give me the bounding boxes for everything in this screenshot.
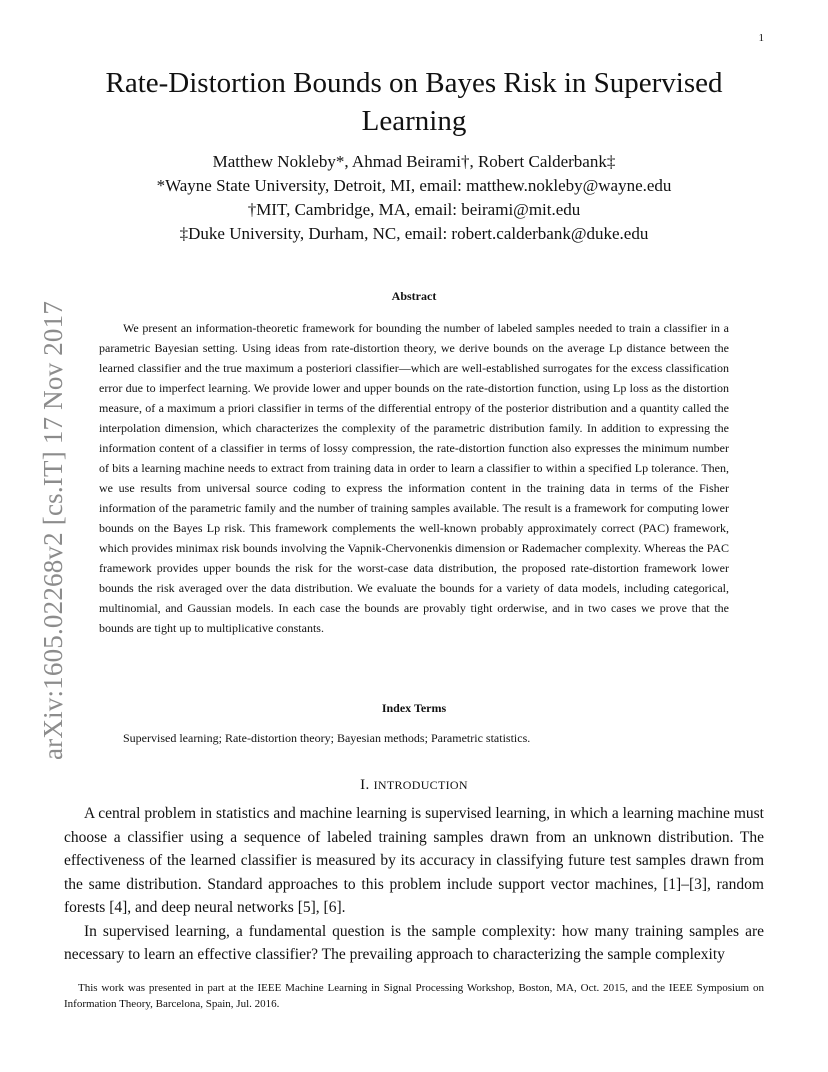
abstract-body: We present an information-theoretic framework for bounding the number of labeled samples needed to train a classifier in a parametric Bayesian setting. Using ideas from rate-distortion theory, we derive bounds on the average Lp distance between the learned classifier and the true maximum a posteriori classifier—which are well-established surrogates for the excess classification error due to imperfect learning. We provide lower and upper bounds on the rate-distortion function, using Lp loss as the distortion measure, of a maximum a priori classifier in terms of the differential entropy of the posterior distribution and a quantity called the interpolation dimension, which characterizes the complexity of the parametric distribution family. In addition to expressing the information content of a classifier in terms of lossy compression, the rate-distortion function also expresses the minimum number of bits a learning machine needs to extract from training data in order to learn a classifier to within a specified Lp tolerance. Then, we use results from universal source coding to express the information content in the training data in terms of the Fisher information of the parametric family and the number of training samples available. The result is a framework for computing lower bounds on the Bayes Lp risk. This framework complements the well-known probably approximately correct (PAC) framework, which provides minimax risk bounds involving the Vapnik-Chervonenkis dimension or Rademacher complexity. Whereas the PAC framework provides upper bounds the risk for the worst-case data distribution, the proposed rate-distortion framework lower bounds the risk averaged over the data distribution. We evaluate the bounds for a variety of data models, including categorical, multinomial, and Gaussian models. In each case the bounds are provably tight orderwise, and in two cases we prove that the bounds are tight up to multiplicative constants.: [99, 321, 729, 635]
affiliation-mit: †MIT, Cambridge, MA, email: beirami@mit.edu: [247, 200, 581, 219]
affiliation-duke: ‡Duke University, Durham, NC, email: robert.calderbank@duke.edu: [179, 224, 649, 243]
section-number: I.: [360, 777, 370, 793]
affiliation-wayne-state: *Wayne State University, Detroit, MI, email: matthew.nokleby@wayne.edu: [156, 176, 672, 195]
footnote: This work was presented in part at the IEEE Machine Learning in Signal Processing Workshop, Boston, MA, Oct. 2015, and the IEEE Symposium on Information Theory, Barcelona, Spain, Jul. 2016.: [64, 982, 764, 1010]
paper-title: Rate-Distortion Bounds on Bayes Risk in Supervised Learning: [105, 67, 723, 137]
section-heading: [0, 777, 828, 794]
introduction-text: [64, 802, 764, 967]
arxiv-stamp: arXiv:1605.02268v2 [cs.IT] 17 Nov 2017: [38, 300, 68, 760]
index-terms-body: Supervised learning; Rate-distortion theory; Bayesian methods; Parametric statistics.: [123, 731, 531, 745]
authors-block: [60, 150, 768, 246]
index-terms-heading: Index Terms: [381, 701, 447, 715]
page-number: 1: [758, 32, 764, 44]
intro-paragraph-2: In supervised learning, a fundamental question is the sample complexity: how many training samples are necessary to learn an effective classifier? The prevailing approach to characterizing the sample complexity: [64, 922, 764, 963]
intro-paragraph-1: A central problem in statistics and machine learning is supervised learning, in which a learning machine must choose a classifier using a sequence of labeled training samples drawn from an unknown distribution. The effectiveness of the learned classifier is measured by its accuracy in classifying future test samples drawn from the same distribution. Standard approaches to this problem include support vector machines, [1]–[3], random forests [4], and deep neural networks [5], [6].: [64, 805, 764, 916]
abstract-heading: Abstract: [391, 289, 437, 303]
section-title: INTRODUCTION: [373, 778, 468, 792]
author-names: Matthew Nokleby*, Ahmad Beirami†, Robert Calderbank‡: [212, 152, 616, 171]
